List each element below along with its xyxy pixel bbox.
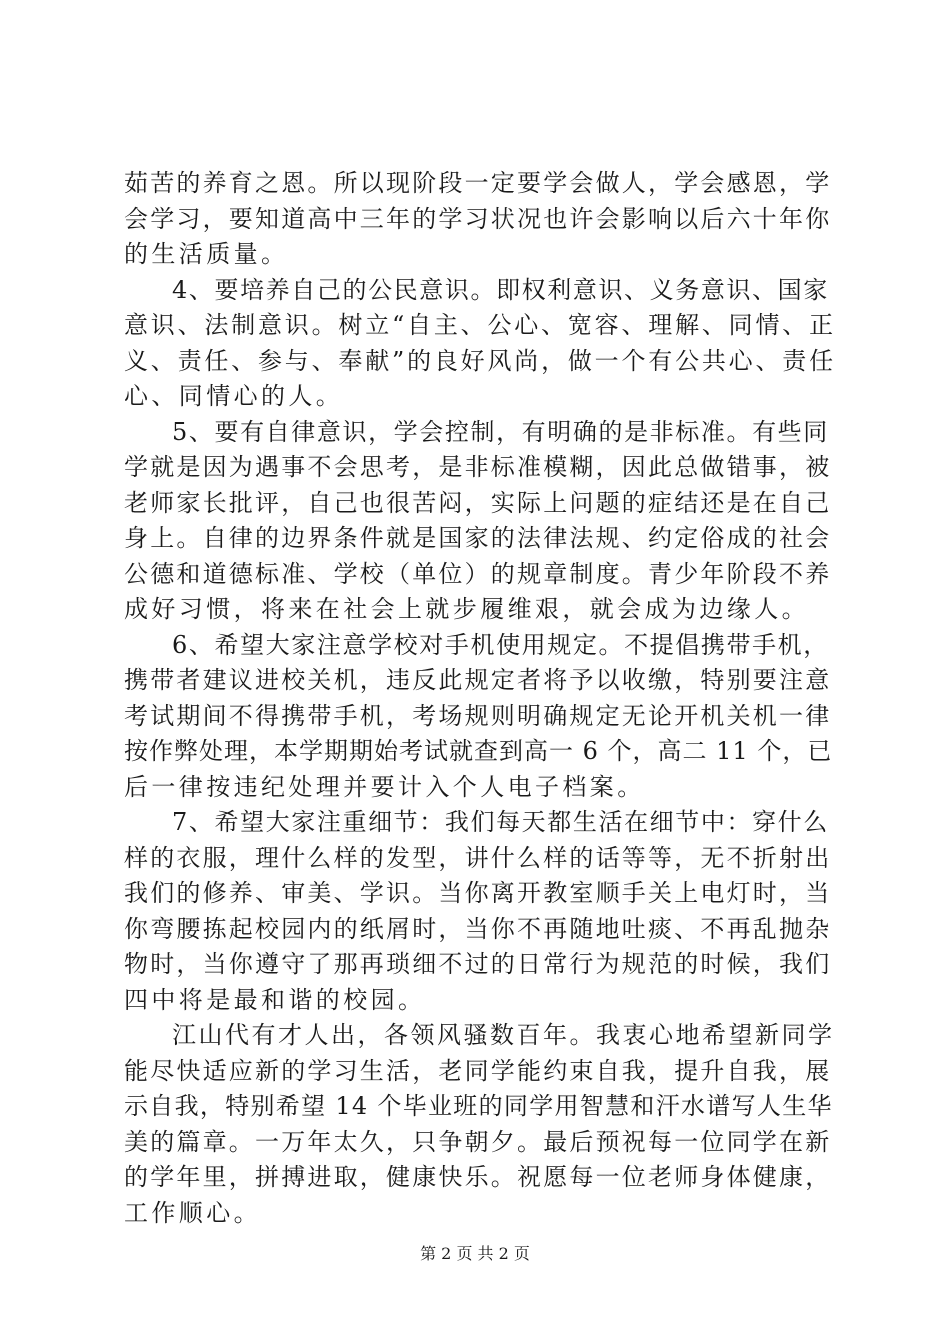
text-line: 5、要有自律意识，学会控制，有明确的是非标准。有些同 xyxy=(172,417,829,446)
text-line: 物时，当你遵守了那再琐细不过的日常行为规范的时候，我们 xyxy=(124,950,832,978)
text-line: 意识、法制意识。树立“自主、公心、宽容、理解、同情、正 xyxy=(124,311,836,339)
page-footer: 第 2 页 共 2 页 xyxy=(420,1244,530,1263)
text-line: 考试期间不得携带手机，考场规则明确规定无论开机关机一律 xyxy=(124,701,832,730)
text-line: 老师家长批评，自己也很苦闷，实际上问题的症结还是在自己 xyxy=(124,488,832,517)
text-line: 4、要培养自己的公民意识。即权利意识、义务意识、国家 xyxy=(172,275,829,304)
text-line: 心、同情心的人。 xyxy=(124,382,344,410)
text-line: 的生活质量。 xyxy=(124,240,289,268)
text-line: 学就是因为遇事不会思考，是非标准模糊，因此总做错事，被 xyxy=(124,453,832,481)
text-line: 工作顺心。 xyxy=(124,1198,261,1227)
text-line: 美的篇章。一万年太久，只争朝夕。最后预祝每一位同学在新 xyxy=(124,1127,832,1156)
text-line: 你弯腰拣起校园内的纸屑时，当你不再随地吐痰、不再乱抛杂 xyxy=(124,914,832,943)
document-body xyxy=(124,166,836,1231)
text-line: 6、希望大家注意学校对手机使用规定。不提倡携带手机， xyxy=(172,630,829,659)
text-line: 公德和道德标准、学校（单位）的规章制度。青少年阶段不养 xyxy=(124,559,832,588)
text-line: 茹苦的养育之恩。所以现阶段一定要学会做人，学会感恩，学 xyxy=(124,169,832,197)
text-line: 示自我，特别希望 14 个毕业班的同学用智慧和汗水谱写人生华 xyxy=(124,1092,833,1120)
text-line: 后一律按违纪处理并要计入个人电子档案。 xyxy=(124,772,645,801)
text-line: 会学习，要知道高中三年的学习状况也许会影响以后六十年你 xyxy=(124,204,832,233)
text-line: 样的衣服，理什么样的发型，讲什么样的话等等，无不折射出 xyxy=(124,843,832,872)
text-line: 我们的修养、审美、学识。当你离开教室顺手关上电灯时，当 xyxy=(124,879,832,907)
text-line: 能尽快适应新的学习生活，老同学能约束自我，提升自我，展 xyxy=(124,1056,832,1085)
text-line: 携带者建议进校关机，违反此规定者将予以收缴，特别要注意 xyxy=(124,666,832,694)
text-line: 7、希望大家注重细节：我们每天都生活在细节中：穿什么 xyxy=(172,808,829,836)
text-line: 四中将是最和谐的校园。 xyxy=(124,985,426,1014)
text-line: 义、责任、参与、奉献”的良好风尚，做一个有公共心、责任 xyxy=(124,346,836,375)
text-line: 江山代有才人出，各领风骚数百年。我衷心地希望新同学 xyxy=(172,1021,835,1049)
text-line: 按作弊处理，本学期期始考试就查到高一 6 个，高二 11 个，已 xyxy=(124,737,833,765)
text-line: 身上。自律的边界条件就是国家的法律法规、约定俗成的社会 xyxy=(124,524,832,552)
text-line: 成好习惯，将来在社会上就步履维艰，就会成为边缘人。 xyxy=(124,595,809,623)
text-line: 的学年里，拼搏进取，健康快乐。祝愿每一位老师身体健康， xyxy=(124,1163,832,1191)
